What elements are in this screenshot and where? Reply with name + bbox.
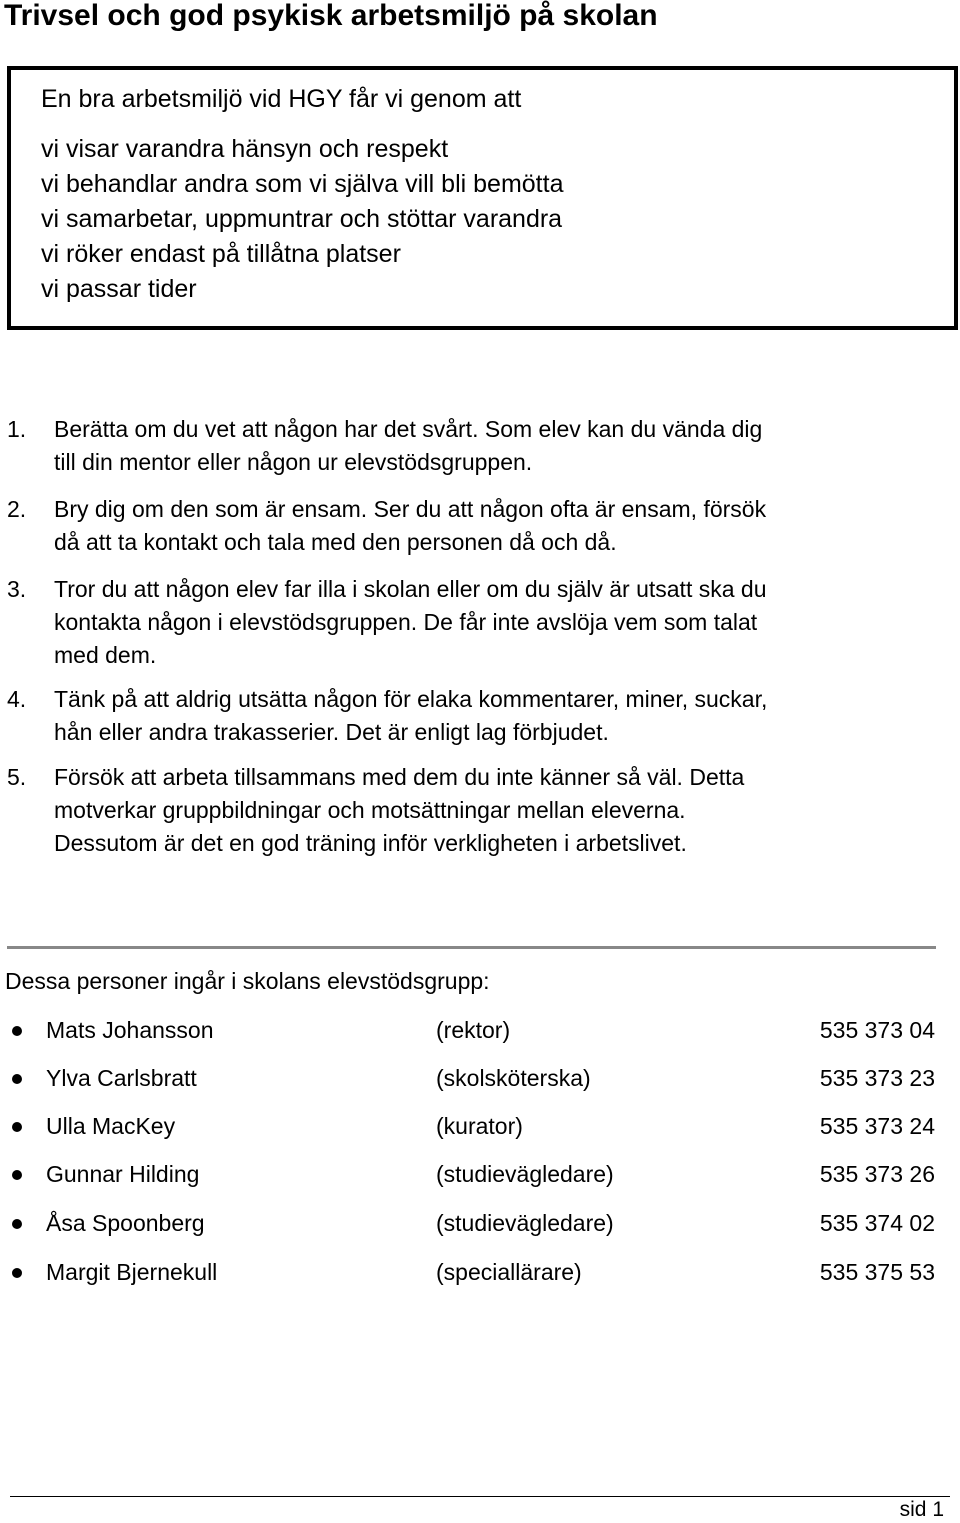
tip-number: 2. [7, 496, 27, 522]
contact-row [0, 1014, 960, 1054]
tip-line: hån eller andra trakasserier. Det är enligt lag förbjudet. [54, 719, 609, 745]
tip-line: då att ta kontakt och tala med den personen då och då. [54, 529, 617, 555]
tip-line: kontakta någon i elevstödsgruppen. De får inte avslöja vem som talat [54, 609, 758, 635]
contact-row [0, 1207, 960, 1247]
contact-phone: 535 374 02 [819, 1210, 935, 1236]
section-divider [7, 946, 936, 949]
rule-item: vi visar varandra hänsyn och respekt [41, 135, 449, 163]
tip-line: Dessutom är det en god träning inför verkligheten i arbetslivet. [54, 830, 687, 856]
rules-box [7, 66, 958, 330]
bullet-icon [12, 1219, 22, 1229]
contact-phone: 535 373 24 [819, 1113, 935, 1139]
tip-number: 4. [7, 686, 27, 712]
contact-name: Mats Johansson [46, 1017, 214, 1043]
contact-role: (rektor) [436, 1017, 511, 1043]
contact-name: Åsa Spoonberg [46, 1210, 205, 1236]
contact-role: (speciallärare) [436, 1259, 582, 1285]
page-number: sid 1 [899, 1498, 944, 1521]
contacts-heading: Dessa personer ingår i skolans elevstödsgrupp: [5, 968, 490, 994]
bullet-icon [12, 1122, 22, 1132]
rule-item: vi röker endast på tillåtna platser [41, 240, 401, 268]
contact-row [0, 1158, 960, 1198]
contact-name: Ylva Carlsbratt [46, 1065, 197, 1091]
contact-name: Margit Bjernekull [46, 1259, 218, 1285]
rule-item: vi behandlar andra som vi själva vill bli bemötta [41, 170, 564, 198]
tip-line: Berätta om du vet att någon har det svårt. Som elev kan du vända dig [54, 416, 763, 442]
rule-item: vi passar tider [41, 275, 197, 303]
contact-phone: 535 375 53 [819, 1259, 935, 1285]
contact-role: (studievägledare) [436, 1161, 614, 1187]
bullet-icon [12, 1170, 22, 1180]
page-title: Trivsel och god psykisk arbetsmiljö på skolan [4, 0, 658, 32]
rules-intro: En bra arbetsmiljö vid HGY får vi genom att [41, 85, 522, 113]
tip-number: 5. [7, 764, 27, 790]
contact-phone: 535 373 04 [819, 1017, 935, 1043]
tip-line: Försök att arbeta tillsammans med dem du inte känner så väl. Detta [54, 764, 745, 790]
tip-line: Tänk på att aldrig utsätta någon för elaka kommentarer, miner, suckar, [54, 686, 768, 712]
contact-role: (studievägledare) [436, 1210, 614, 1236]
contact-phone: 535 373 23 [819, 1065, 935, 1091]
contact-row [0, 1110, 960, 1150]
tip-line: till din mentor eller någon ur elevstödsgruppen. [54, 449, 533, 475]
contact-row [0, 1256, 960, 1296]
rule-item: vi samarbetar, uppmuntrar och stöttar varandra [41, 205, 563, 233]
footer-divider [10, 1496, 950, 1497]
tip-line: med dem. [54, 642, 157, 668]
bullet-icon [12, 1268, 22, 1278]
tip-line: Bry dig om den som är ensam. Ser du att någon ofta är ensam, försök [54, 496, 767, 522]
contact-role: (kurator) [436, 1113, 523, 1139]
bullet-icon [12, 1026, 22, 1036]
contact-name: Ulla MacKey [46, 1113, 176, 1139]
bullet-icon [12, 1074, 22, 1084]
contact-row [0, 1062, 960, 1102]
tip-number: 1. [7, 416, 27, 442]
tip-line: motverkar gruppbildningar och motsättningar mellan eleverna. [54, 797, 686, 823]
rules-list [41, 132, 563, 307]
contact-role: (skolsköterska) [436, 1065, 591, 1091]
tip-number: 3. [7, 576, 27, 602]
contact-phone: 535 373 26 [819, 1161, 935, 1187]
tip-line: Tror du att någon elev far illa i skolan eller om du själv är utsatt ska du [54, 576, 767, 602]
contact-name: Gunnar Hilding [46, 1161, 200, 1187]
